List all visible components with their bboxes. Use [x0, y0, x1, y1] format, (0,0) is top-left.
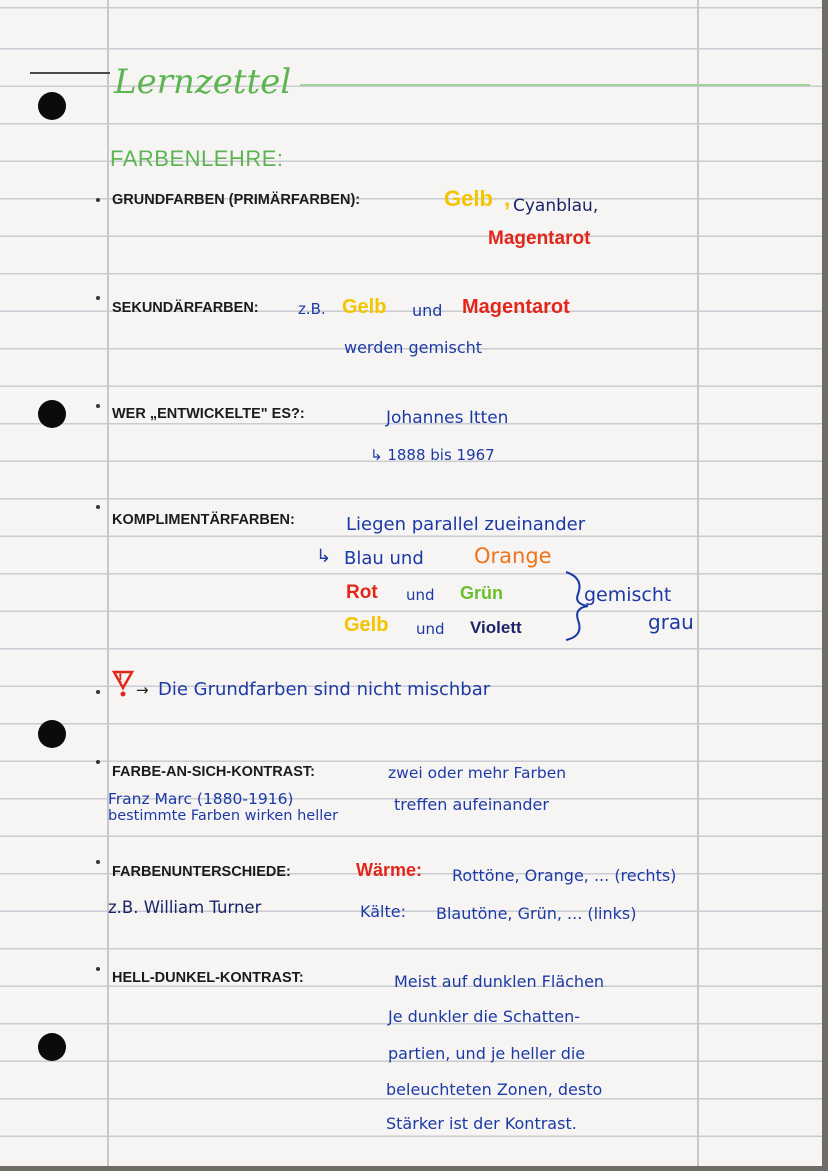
kompliment-rot: Rot [346, 582, 378, 603]
left-margin-line [107, 0, 109, 1166]
farbe-an-sich-artist: Franz Marc (1880-1916) [108, 790, 294, 808]
bullet [96, 296, 100, 300]
hell-dunkel-line1: Meist auf dunklen Flächen [394, 972, 605, 991]
title-underline [30, 72, 110, 74]
bullet [96, 690, 100, 694]
title-underline [300, 84, 810, 86]
right-margin-line [697, 0, 699, 1166]
sekundaer-und: und [412, 301, 443, 320]
hell-dunkel-line2: Je dunkler die Schatten- [388, 1007, 581, 1026]
kompliment-line1: Liegen parallel zueinander [346, 514, 586, 535]
sekundaer-magentarot: Magentarot [462, 296, 570, 318]
sekundaer-gelb: Gelb [342, 296, 387, 318]
sekundaer-line2: werden gemischt [344, 338, 483, 357]
bullet [96, 860, 100, 864]
section-heading: FARBENLEHRE: [110, 146, 284, 171]
kompliment-blau-und: Blau und [344, 548, 424, 569]
grundfarben-comma: , [504, 186, 511, 211]
kompliment-orange: Orange [474, 544, 552, 568]
hell-dunkel-line4: beleuchteten Zonen, desto [386, 1080, 603, 1099]
grundfarben-cyanblau: Cyanblau, [513, 196, 599, 216]
punch-hole [38, 1033, 66, 1061]
hell-dunkel-line5: Stärker ist der Kontrast. [386, 1114, 577, 1133]
kompliment-und: und [406, 586, 435, 604]
kompliment-und: und [416, 620, 445, 638]
unterschiede-label: FARBENUNTERSCHIEDE: [112, 864, 291, 880]
bullet [96, 505, 100, 509]
farbe-an-sich-label: FARBE-AN-SICH-KONTRAST: [112, 764, 315, 780]
unterschiede-kaelte-text: Blautöne, Grün, ... (links) [436, 904, 637, 923]
bullet [96, 760, 100, 764]
farbe-an-sich-line3: bestimmte Farben wirken heller [108, 808, 339, 824]
kompliment-gruen: Grün [460, 583, 503, 603]
hell-dunkel-line3: partien, und je heller die [388, 1044, 586, 1063]
punch-hole [38, 400, 66, 428]
unterschiede-artist: z.B. William Turner [108, 898, 262, 917]
punch-hole [38, 720, 66, 748]
wer-label: WER „ENTWICKELTE" ES?: [112, 406, 305, 422]
grundfarben-label: GRUNDFARBEN (PRIMÄRFARBEN): [112, 192, 361, 208]
kompliment-gemischt: gemischt [584, 584, 672, 606]
kompliment-gelb: Gelb [344, 614, 389, 636]
kompliment-label: KOMPLIMENTÄRFARBEN: [112, 512, 295, 528]
curly-brace-icon [556, 570, 596, 642]
kompliment-violett: Violett [470, 618, 522, 637]
kompliment-arrow: ↳ [316, 546, 332, 567]
warning-text: Die Grundfarben sind nicht mischbar [158, 679, 491, 700]
warning-mark: ! [118, 670, 123, 686]
punch-hole [38, 92, 66, 120]
warning-arrow: → [136, 681, 149, 699]
bullet [96, 198, 100, 202]
grundfarben-gelb: Gelb [444, 186, 493, 211]
sekundaer-zb: z.B. [298, 300, 326, 318]
bullet [96, 967, 100, 971]
unterschiede-kaelte: Kälte: [360, 902, 406, 921]
unterschiede-waerme-text: Rottöne, Orange, ... (rechts) [452, 866, 677, 885]
wer-name: Johannes Itten [386, 408, 509, 428]
sekundaer-label: SEKUNDÄRFARBEN: [112, 300, 259, 316]
unterschiede-waerme: Wärme: [356, 860, 423, 880]
warning-triangle-icon [112, 668, 134, 698]
grundfarben-magentarot: Magentarot [488, 228, 591, 249]
farbe-an-sich-line2: treffen aufeinander [394, 795, 549, 814]
kompliment-grau: grau [648, 610, 694, 634]
farbe-an-sich-line1: zwei oder mehr Farben [388, 764, 567, 782]
page-title: Lernzettel [114, 62, 292, 102]
wer-years: ↳ 1888 bis 1967 [370, 446, 495, 464]
bullet [96, 404, 100, 408]
hell-dunkel-label: HELL-DUNKEL-KONTRAST: [112, 970, 304, 986]
